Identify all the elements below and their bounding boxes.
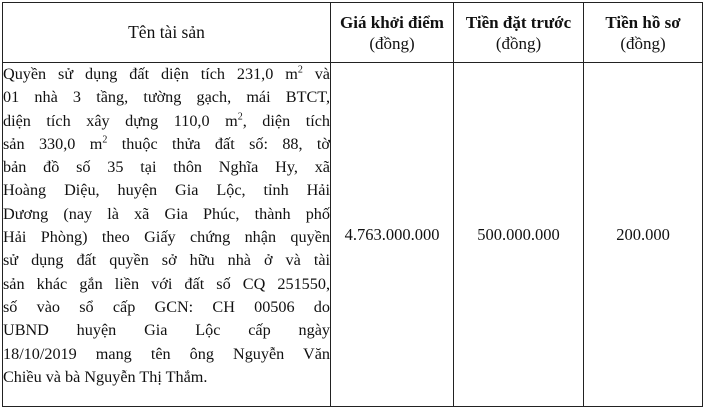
header-starting-price (331, 3, 454, 63)
header-deposit-unit: (đồng) (495, 33, 542, 53)
description-line: UBND huyện Gia Lộc cấp ngày (3, 321, 330, 340)
description-line: Chiều và bà Nguyễn Thị Thắm. (3, 367, 208, 386)
description-line: sản 330,0 $m^2$ thuộc thửa đất số: 88, tờ (3, 134, 330, 153)
document-fee-value: 200.000 (584, 63, 703, 407)
description-line: Dương (nay là xã Gia Phúc, thành phố (3, 204, 330, 223)
header-deposit-title: Tiền đặt trước (465, 12, 572, 32)
description-line: 18/10/2019 mang tên ông Nguyễn Văn (3, 344, 330, 363)
description-line: diện tích xây dựng 110,0 $m^2$, diện tích (3, 111, 330, 130)
header-document-fee-title: Tiền hồ sơ (605, 12, 681, 32)
description-line: 01 nhà 3 tầng, tường gạch, mái BTCT, (3, 88, 330, 107)
header-document-fee (584, 3, 703, 63)
asset-description-cell (3, 63, 331, 407)
starting-price-value: 4.763.000.000 (331, 63, 454, 407)
description-line: Hoàng Diệu, huyện Gia Lộc, tỉnh Hải (3, 181, 330, 200)
header-starting-price-unit: (đồng) (369, 33, 415, 53)
description-line: số vào sổ cấp GCN: CH 00506 do (3, 297, 330, 316)
header-asset-name: Tên tài sản (3, 3, 331, 63)
table-header-row (3, 3, 703, 63)
description-line: Quyền sử dụng đất diện tích 231,0 $m^2$ và (3, 64, 330, 83)
description-line: sản khác gắn liền với đất số CQ 251550, (3, 274, 330, 293)
header-starting-price-title: Giá khởi điểm (340, 12, 444, 32)
description-line: sử dụng đất quyền sở hữu nhà ở và tài (3, 251, 330, 270)
asset-auction-table (2, 2, 703, 407)
table-row (3, 63, 703, 407)
description-line: Hải Phòng) theo Giấy chứng nhận quyền (3, 228, 330, 247)
header-document-fee-unit: (đồng) (620, 33, 666, 53)
deposit-value: 500.000.000 (454, 63, 584, 407)
description-line: bản đồ số 35 tại thôn Nghĩa Hy, xã (3, 158, 330, 177)
header-deposit (454, 3, 584, 63)
